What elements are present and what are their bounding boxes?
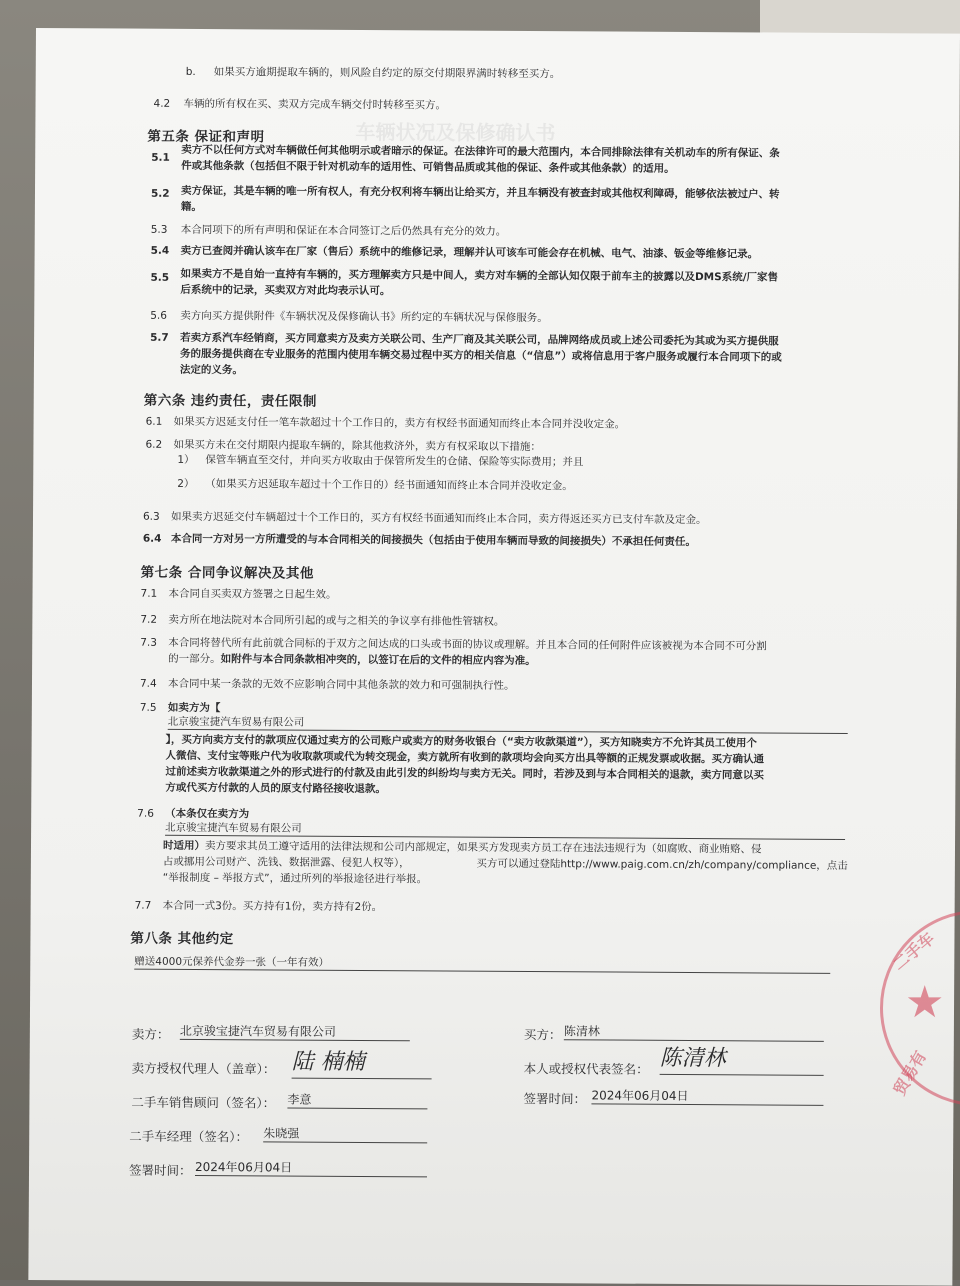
clause-num: 5.6: [150, 309, 167, 322]
clause-text: 本合同中某一条款的无效不应影响合同中其他条款的效力和可强制执行性。: [167, 677, 515, 692]
clause-text: 卖方不以任何方式对车辆做任何其他明示或者暗示的保证。在法律许可的最大范围内，本合同排除法律有关机动车的所有保证、条: [181, 143, 780, 160]
seller-label: 卖方：: [131, 1026, 170, 1042]
buyer-time-label: 签署时间：: [523, 1090, 587, 1107]
company-fill-field[interactable]: 北京骏宝捷汽车贸易有限公司: [165, 821, 845, 840]
section-heading: 第五条 保证和声明: [147, 128, 265, 146]
clause-text: [168, 652, 536, 668]
section-heading: 第六条 违约责任，责任限制: [143, 392, 317, 410]
clause-num: 6.4: [142, 532, 162, 545]
clause-text: 如果买方未在交付期限内提取车辆的，除其他救济外，卖方有权采取以下措施：: [173, 438, 541, 454]
clause-text-bold: 如附件与本合同条款相冲突的，以签订在后的文件的相应内容为准。: [220, 653, 536, 668]
clause-text: 卖方所在地法院对本合同所引起的或与之相关的争议享有排他性管辖权。: [168, 613, 505, 628]
advisor-field[interactable]: 李意: [287, 1092, 427, 1110]
clause-text: 本合同将替代所有此前就合同标的于双方之间达成的口头或书面的协议或理解。并且本合同的任何附件应该被视为本合同不可分割: [168, 636, 767, 653]
clause-num: b.: [185, 65, 196, 78]
contract-page: [28, 28, 960, 1286]
manager-field[interactable]: 朱晓强: [263, 1125, 427, 1143]
clause-text: 】，买方向卖方支付的款项应仅通过卖方的公司账户或卖方的财务收银台（“卖方收款渠道”），买方知晓卖方不允许其员工使用个: [165, 733, 757, 750]
clause-text: 件或其他条款（包括但不限于针对机动车的适用性、可销售品质或其他的保证、条件或其他条款）的适用。: [181, 159, 675, 175]
clause-text: 后系统中的记录，买卖双方对此均表示认可。: [180, 283, 391, 298]
clause-text: 方或代买方付款的人员的原支付路径接收退款。: [165, 781, 386, 796]
buyer-label: 买方：: [523, 1026, 562, 1043]
clause-label: 如卖方为【: [167, 701, 221, 715]
clause-text: 若卖方系汽车经销商，买方同意卖方及卖方关联公司、生产厂商及其关联公司，品牌网络成员或上述公司委托为其或为买方提供服: [180, 331, 779, 348]
clause-num: 5.3: [150, 223, 168, 236]
clause-text: 本合同一式3份。买方持有1份，卖方持有2份。: [162, 899, 383, 914]
agent-signature[interactable]: 陆 楠楠: [292, 1048, 432, 1080]
sub-clause-text: （如果买方迟延取车超过十个工作日的）经书面通知而终止本合同并没收定金。: [205, 478, 573, 493]
seal-text: 贸易有: [889, 1047, 931, 1099]
seal-text: 二手车: [889, 928, 939, 974]
agent-label: 卖方授权代理人（盖章）：: [131, 1060, 276, 1077]
clause-text: 如果卖方不是自始一直持有车辆的，买方理解卖方只是中间人，卖方对车辆的全部认知仅限于前车主的披露以及DMS系统/厂家售: [180, 267, 779, 284]
clause-num: 4.2: [153, 97, 171, 110]
clause-text: 占或挪用公司财产、洗钱、数据泄露、侵犯人权等）， 买方可以通过登陆http://www.paig.com.cn/zh/company/compliance，点击: [162, 855, 848, 872]
clause-text: 卖方向买方提供附件《车辆状况及保修确认书》所约定的车辆状况与保修服务。: [180, 309, 548, 325]
clause-num: 5.4: [150, 244, 170, 257]
buyer-time-field[interactable]: 2024年06月04日: [591, 1087, 823, 1105]
section-heading: 第七条 合同争议解决及其他: [140, 564, 314, 582]
clause-text: 本合同一方对另一方所遭受的与本合同相关的间接损失（包括由于使用车辆而导致的间接损失）不承担任何责任。: [170, 532, 696, 549]
clause-num: 7.2: [140, 613, 158, 626]
section-heading: 第八条 其他约定: [130, 930, 234, 948]
clause-text: 卖方已查阅并确认该车在厂家（售后）系统中的维修记录，理解并认可该车可能会存在机械、电气、油漆、钣金等维修记录。: [180, 244, 759, 261]
clause-num: 5.5: [150, 271, 170, 284]
buyer-sign-label: 本人或授权代表签名：: [523, 1060, 649, 1077]
clause-num: 5.2: [150, 187, 170, 200]
manager-label: 二手车经理（签名）：: [129, 1128, 249, 1145]
clause-num: 7.7: [134, 899, 152, 912]
clause-num: 7.5: [139, 701, 157, 714]
sub-clause-num: 2）: [177, 477, 195, 490]
clause-text: 如果卖方迟延交付车辆超过十个工作日的，买方有权经书面通知而终止本合同，卖方得返还买方已支付车款及定金。: [170, 510, 707, 527]
clause-text: 如果买方迟延支付任一笔车款超过十个工作日的，卖方有权经书面通知而终止本合同并没收定金。: [173, 415, 626, 431]
clause-text: 本合同项下的所有声明和保证在本合同签订之后仍然具有充分的效力。: [180, 223, 507, 238]
clause-num: 7.6: [137, 807, 154, 820]
clause-text: 本合同自买卖双方签署之日起生效。: [168, 587, 337, 601]
clause-num: 6.1: [145, 415, 163, 428]
sub-clause-num: 1）: [177, 453, 195, 466]
advisor-label: 二手车销售顾问（签名）：: [131, 1094, 276, 1111]
clause-text: 如果买方逾期提取车辆的，则风险自约定的原交付期限界满时转移至买方。: [213, 66, 561, 81]
clause-num: 7.4: [139, 677, 157, 690]
seller-time-field[interactable]: 2024年06月04日: [195, 1159, 427, 1177]
clause-text: “举报制度 – 举报方式”，通过所列的举报途径进行举报。: [162, 871, 428, 886]
clause-text: 籍。: [180, 200, 202, 214]
clause-label: （本条仅在卖方为: [165, 807, 250, 821]
clause-text: 卖方保证，其是车辆的唯一所有权人，有充分权利将车辆出让给买方，并且车辆没有被查封或其他权利障碍，能够依法被过户、转: [180, 184, 780, 201]
sub-clause-text: 保管车辆直至交付，并向买方收取由于保管所发生的仓储、保险等实际费用；并且: [205, 454, 584, 469]
seller-field[interactable]: 北京骏宝捷汽车贸易有限公司: [180, 1023, 410, 1041]
clause-num: 6.2: [145, 438, 163, 451]
clause-text: [163, 839, 762, 857]
buyer-field[interactable]: 陈清林: [564, 1023, 824, 1042]
clause-num: 6.3: [142, 510, 160, 523]
clause-text-plain: 的一部分。: [168, 652, 221, 666]
buyer-signature[interactable]: 陈清林: [660, 1044, 824, 1076]
clause-text-plain: 卖方要求其员工遵守适用的法律法规和公司内部规定，如果买方发现卖方员工存在违法违规行为（如腐败、商业贿赂、侵: [204, 840, 762, 856]
other-terms-field[interactable]: 赠送4000元保养代金券一张（一年有效）: [134, 955, 830, 974]
seller-time-label: 签署时间：: [128, 1162, 192, 1178]
show-through-title: 车辆状况及保修确认书: [355, 119, 556, 146]
clause-text: 人微信、支付宝等账户代为收取款项或代为转交现金，卖方就所有收到的款项均会向买方出具等额的正规发票或收据。买方确认通: [165, 749, 765, 766]
clause-text-bold: 时适用）: [162, 839, 206, 853]
clause-text: 法定的义务。: [179, 363, 243, 377]
clause-num: 5.7: [150, 331, 169, 344]
clause-text: 过前述卖方收款渠道之外的形式进行的付款及由此引发的纠纷均与卖方无关。同时，若涉及到与本合同相关的退款，卖方同意以买: [165, 765, 764, 782]
clause-text: 车辆的所有权在买、卖双方完成车辆交付时转移至买方。: [183, 97, 447, 112]
clause-num: 5.1: [151, 151, 170, 164]
seal-star-icon: ★: [905, 977, 945, 1028]
clause-num: 7.1: [140, 587, 158, 600]
company-fill-field[interactable]: 北京骏宝捷汽车贸易有限公司: [168, 715, 848, 734]
clause-num: 7.3: [140, 636, 157, 649]
clause-text: 务的服务提供商在专业服务的范围内使用车辆交易过程中买方的相关信息（“信息”）或将信息用于客户服务或履行本合同项下的或: [179, 347, 782, 364]
